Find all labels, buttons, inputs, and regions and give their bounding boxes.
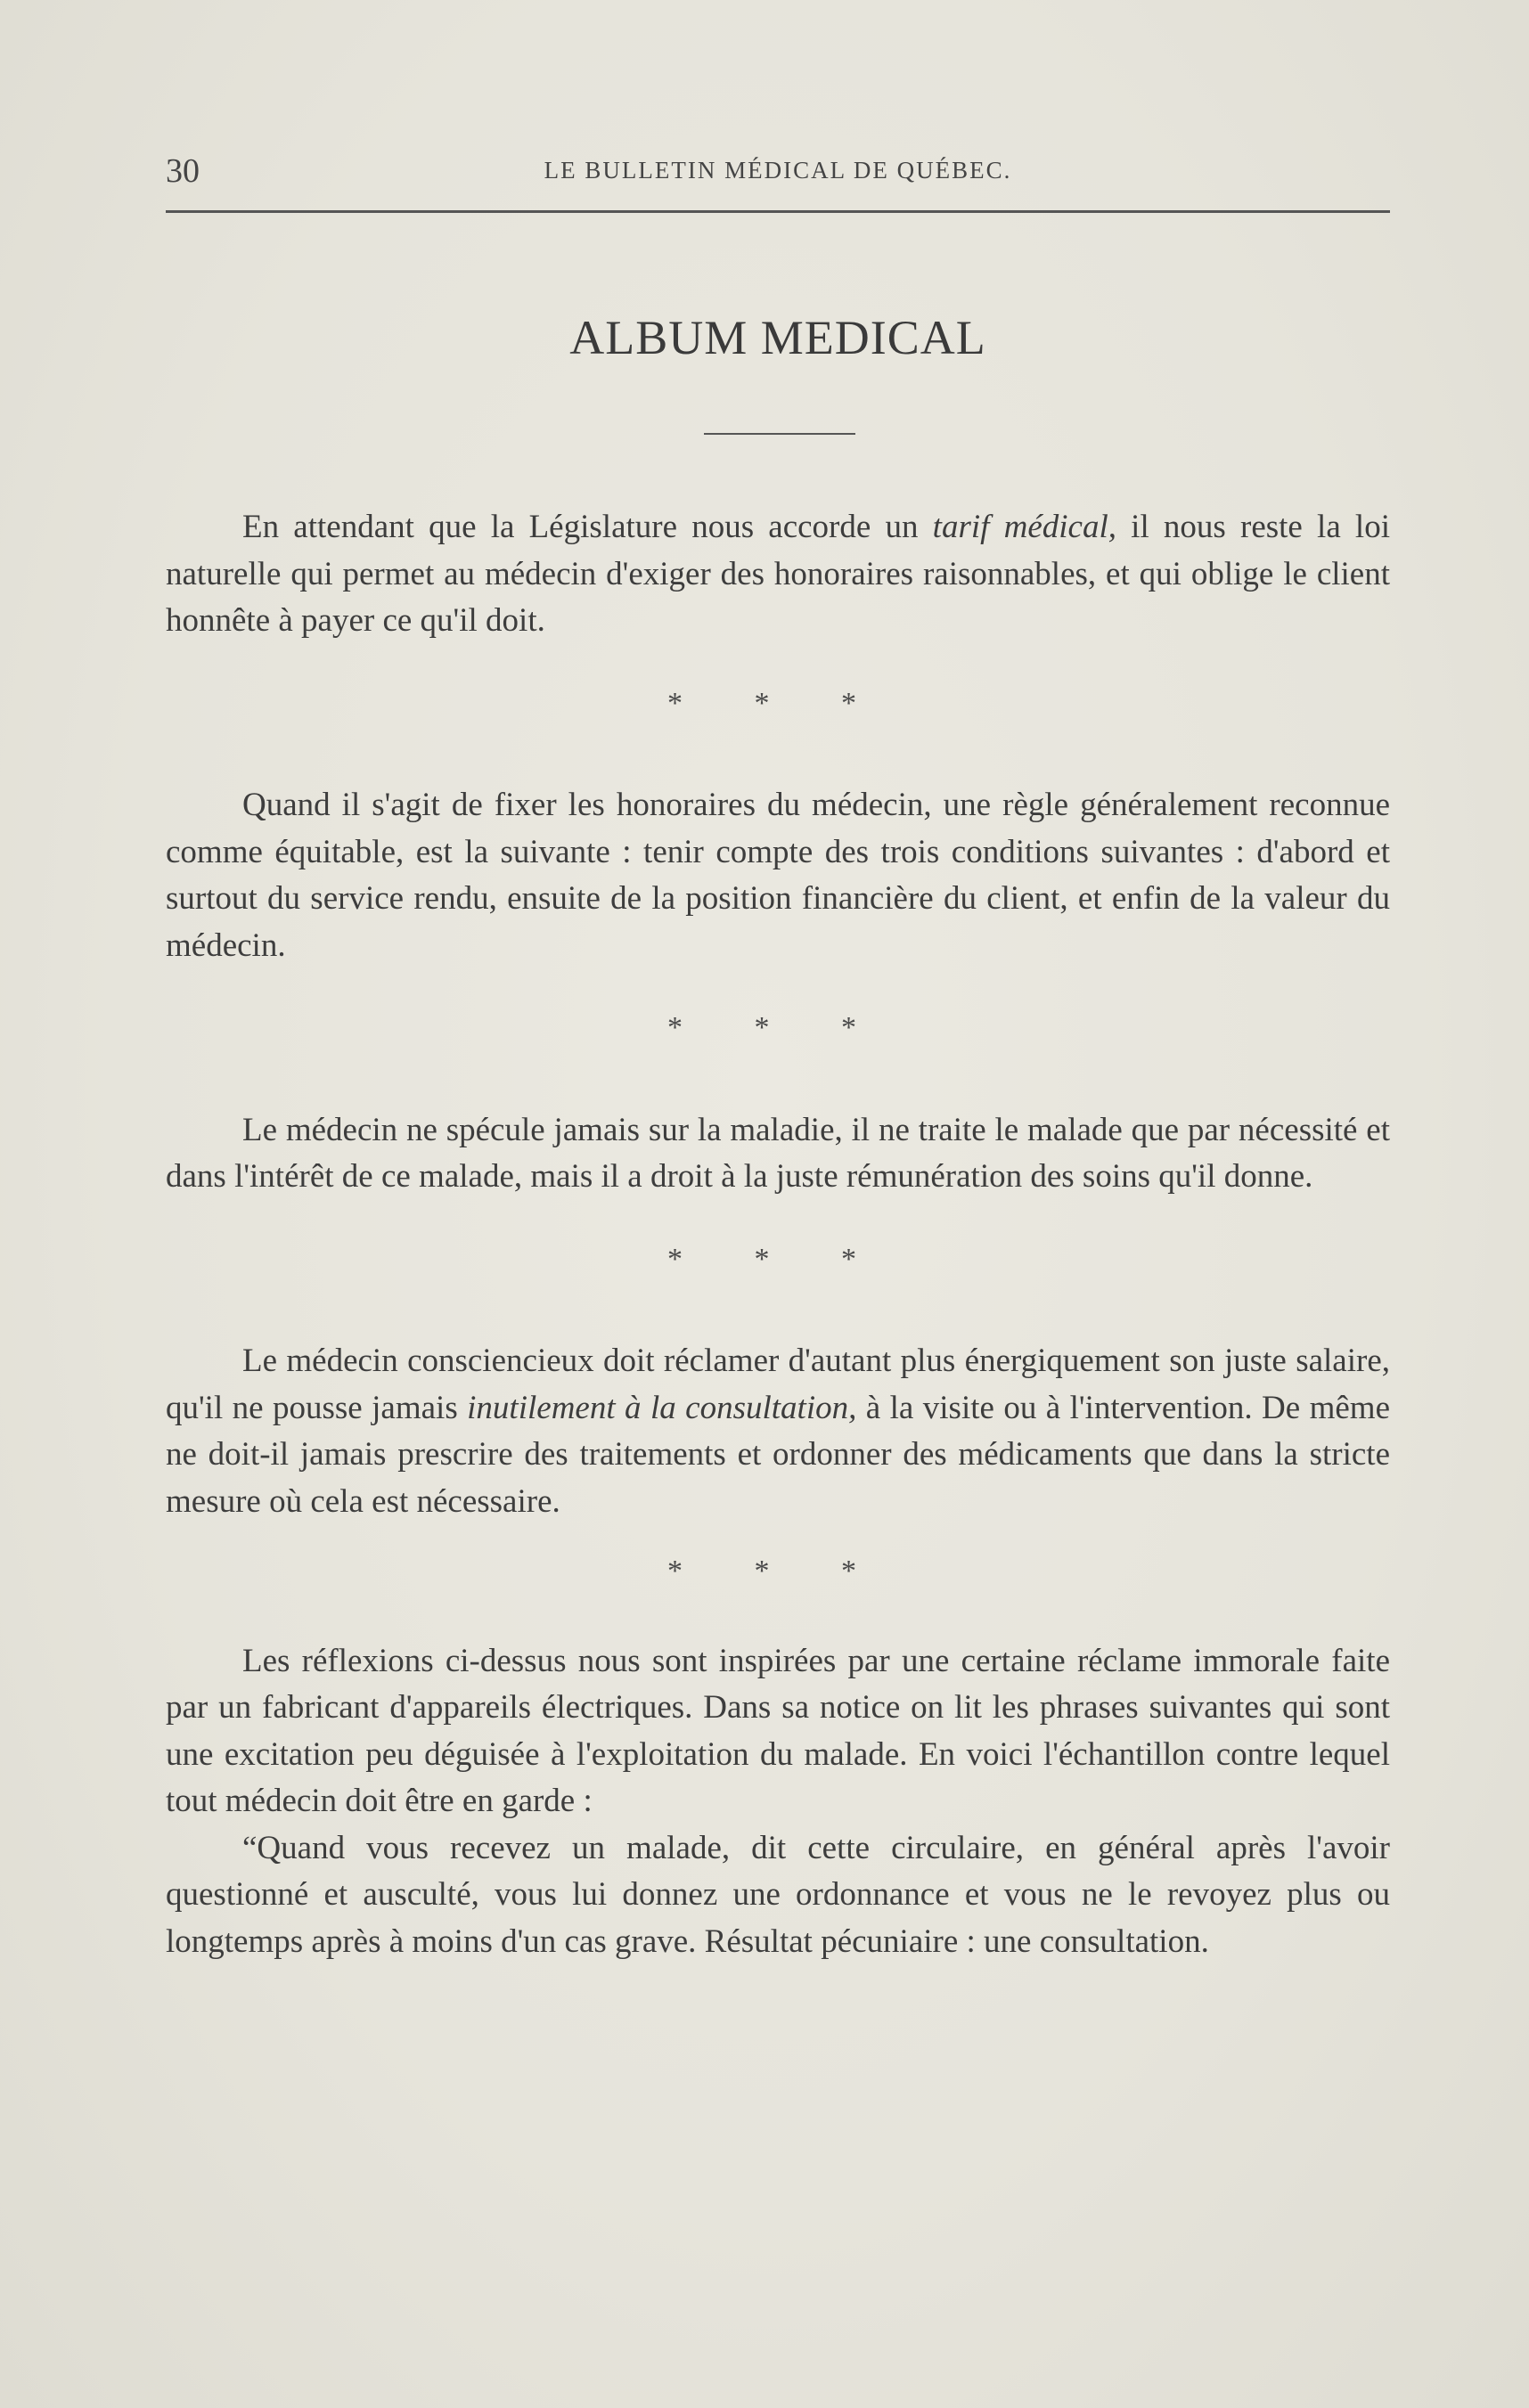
running-title: LE BULLETIN MÉDICAL DE QUÉBEC. (544, 157, 1012, 184)
paragraph-3: Le médecin ne spécule jamais sur la maladie, il ne traite le malade que par nécessité et dans l'intérêt de ce malade, mais il a droit à la juste rémunération des soins qu'il donne. (166, 1111, 1390, 1195)
paragraph-2: Quand il s'agit de fixer les honoraires du médecin, une règle généralement reconnue comme équitable, est la suivante : tenir compte des trois conditions suivantes : d'abord et surtout du service rendu, ensuite de la position financière du client, et enfin de la valeur du médecin. (166, 787, 1390, 964)
separator-3: * * * (667, 1242, 888, 1276)
paragraph-4 (166, 1338, 1390, 1525)
paragraph-1-italic: tarif médical, (932, 509, 1116, 545)
paragraph-1-text-a: En attendant que la Législature nous accorde un (242, 509, 933, 545)
paragraph-4-text-a: Le médecin consciencieux doit réclamer d'autant plus énergiquement son juste salaire, qu'il ne pousse jamais (166, 1343, 1390, 1426)
paragraph-1 (166, 504, 1390, 645)
title-rule (704, 433, 855, 435)
paragraph-5: Les réflexions ci-dessus nous sont inspirées par une certaine réclame immorale faite par un fabricant d'appareils électriques. Dans sa notice on lit les phrases suivantes qui sont une excitation peu déguisée à l'exploitation du malade. En voici l'échantillon contre lequel tout médecin doit être en garde : (166, 1642, 1390, 1819)
page-number: 30 (166, 152, 200, 190)
separator-1: * * * (667, 686, 888, 720)
header-rule (166, 210, 1390, 213)
separator-4: * * * (667, 1555, 888, 1588)
paragraph-4-text-b: à la visite ou à l'intervention. De même ne doit-il jamais prescrire des traitements et ordonner des médicaments que dans la stricte mesure où cela est nécessaire. (166, 1389, 1391, 1520)
article-body (166, 504, 1390, 1965)
section-title: ALBUM MEDICAL (569, 311, 986, 364)
paragraph-6-quote: “Quand vous recevez un malade, dit cette circulaire, en général après l'avoir questionné et ausculté, vous lui donnez une ordonnance et vous ne le revoyez plus ou longtemps après à moins d'un cas grave. Résultat pécuniaire : une consultation. (166, 1829, 1390, 1960)
separator-2: * * * (667, 1011, 888, 1044)
page-header (166, 151, 1390, 196)
paragraph-1-text-b: il nous reste la loi naturelle qui permet au médecin d'exiger des honoraires raisonnables, et qui oblige le client honnête à payer ce qu'il doit. (166, 509, 1390, 639)
paragraph-4-italic: inutilement à la consultation, (467, 1389, 857, 1426)
